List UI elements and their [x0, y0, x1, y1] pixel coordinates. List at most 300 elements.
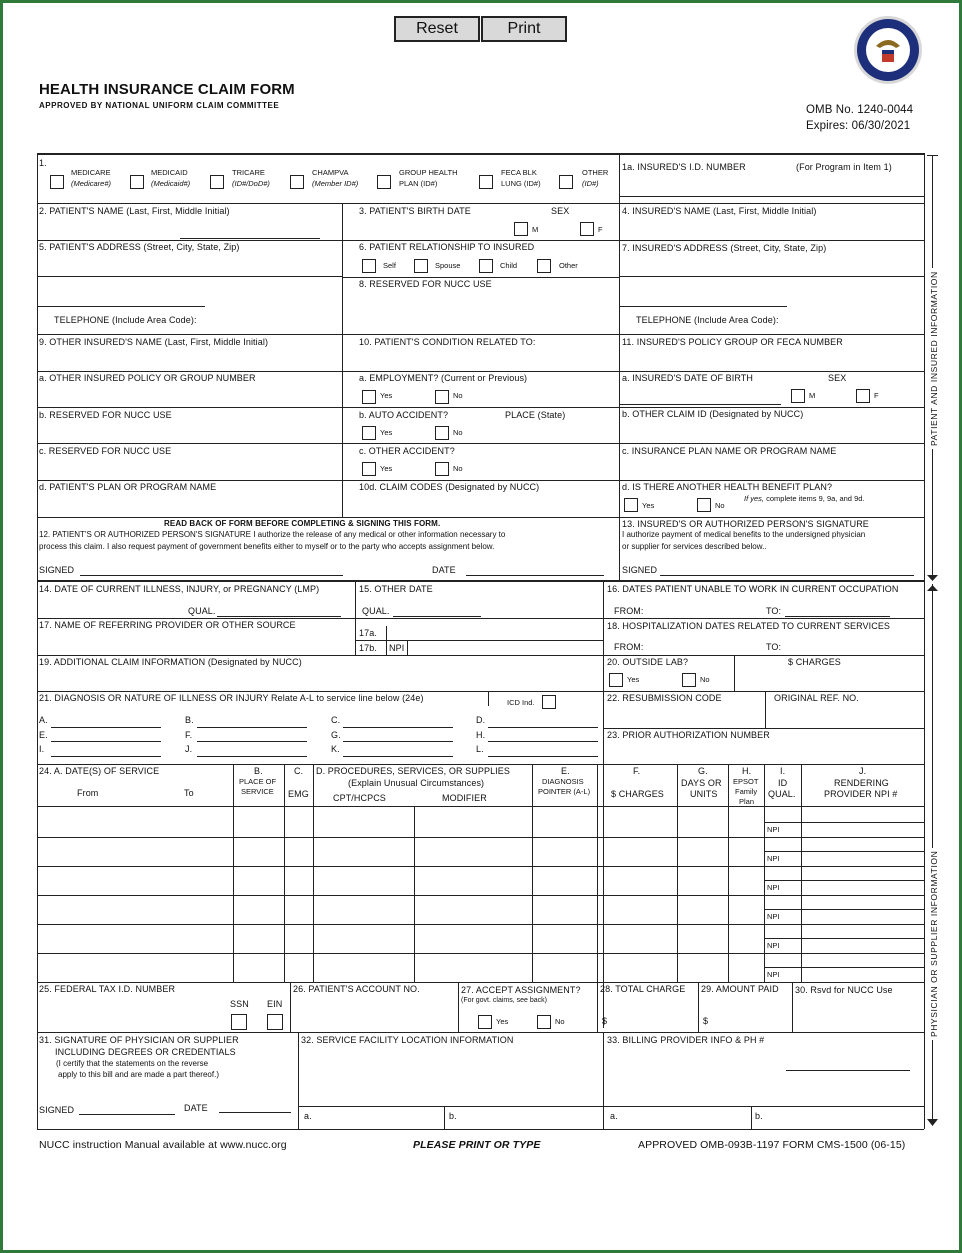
grid-line	[698, 982, 699, 1032]
insured-sex-f-checkbox[interactable]	[856, 389, 870, 403]
diagnosis-k-label: K.	[331, 744, 340, 754]
field-17-label: 17. NAME OF REFERRING PROVIDER OR OTHER SOURCE	[39, 620, 296, 630]
diagnosis-a-label: A.	[39, 715, 48, 725]
grid-line	[37, 371, 924, 372]
grid-line	[37, 334, 924, 335]
field-24g-label: G.	[698, 766, 708, 776]
diagnosis-i-label: I.	[39, 744, 45, 754]
group-health-id-label: PLAN (ID#)	[399, 179, 438, 188]
to-underline	[785, 616, 890, 617]
footer-instructions: NUCC instruction Manual available at www.nucc.org	[39, 1139, 287, 1151]
patient-telephone-label: TELEPHONE (Include Area Code):	[54, 315, 197, 325]
dol-seal-icon	[852, 14, 924, 86]
service-line-1-npi-label: NPI	[767, 825, 780, 834]
relationship-spouse-label: Spouse	[435, 261, 461, 270]
date-underline	[219, 1112, 291, 1113]
field-16-from-label: FROM:	[614, 606, 644, 616]
diagnosis-c-input[interactable]	[343, 727, 453, 728]
field-6-label: 6. PATIENT RELATIONSHIP TO INSURED	[359, 242, 535, 252]
field-19-label: 19. ADDITIONAL CLAIM INFORMATION (Designated by NUCC)	[39, 657, 302, 667]
field-32-label: 32. SERVICE FACILITY LOCATION INFORMATION	[301, 1035, 514, 1045]
grid-line	[764, 938, 924, 939]
field-9-label: 9. OTHER INSURED'S NAME (Last, First, Middle Initial)	[39, 337, 269, 347]
field-3-sex-label: SEX	[551, 206, 570, 216]
diagnosis-e-label: E.	[39, 730, 48, 740]
relationship-other-label: Other	[559, 261, 578, 270]
tricare-checkbox[interactable]	[210, 175, 224, 189]
service-line-5-npi-label: NPI	[767, 941, 780, 950]
employment-yes-label: Yes	[380, 391, 393, 400]
field-18-to-label: TO:	[766, 642, 782, 652]
grid-line	[764, 967, 924, 968]
grid-line	[298, 1106, 924, 1107]
field-22-label: 22. RESUBMISSION CODE	[607, 693, 722, 703]
medicare-label: MEDICARE	[71, 168, 111, 177]
field-5-label: 5. PATIENT'S ADDRESS (Street, City, State, Zip)	[39, 242, 240, 252]
diagnosis-d-label: D.	[476, 715, 486, 725]
field-27-label: 27. ACCEPT ASSIGNMENT?	[461, 985, 581, 995]
qual-underline	[393, 616, 481, 617]
form-title: HEALTH INSURANCE CLAIM FORM	[39, 81, 295, 98]
employment-yes-checkbox[interactable]	[362, 390, 376, 404]
outside-lab-yes-checkbox[interactable]	[609, 673, 623, 687]
field-10a-label: a. EMPLOYMENT? (Current or Previous)	[359, 373, 528, 383]
field-24h-line3: Plan	[739, 797, 755, 806]
grid-line	[386, 626, 387, 655]
field-24i-line2: QUAL.	[768, 789, 796, 799]
field-10c-label: c. OTHER ACCIDENT?	[359, 446, 455, 456]
grid-line	[37, 517, 924, 518]
grid-line	[603, 1032, 604, 1129]
grid-line	[37, 203, 924, 204]
champva-label: CHAMPVA	[312, 168, 349, 177]
group-health-checkbox[interactable]	[377, 175, 391, 189]
diagnosis-i-input[interactable]	[51, 756, 161, 757]
other-accident-no-checkbox[interactable]	[435, 462, 449, 476]
field-11d-note	[744, 494, 865, 503]
relationship-child-checkbox[interactable]	[479, 259, 493, 273]
field-33a-label: a.	[610, 1111, 618, 1121]
grid-line	[37, 1032, 924, 1033]
other-plan-no-checkbox[interactable]	[697, 498, 711, 512]
field-14-label: 14. DATE OF CURRENT ILLNESS, INJURY, or PREGNANCY (LMP)	[39, 584, 320, 594]
field-24h-line1: EPSOT	[733, 777, 759, 786]
grid-line	[37, 806, 924, 807]
field-13-line2: I authorize payment of medical benefits to the undersigned physician	[622, 530, 866, 539]
auto-accident-no-checkbox[interactable]	[435, 426, 449, 440]
reset-button[interactable]: Reset	[394, 16, 480, 42]
field-12-line1: 12. PATIENT'S OR AUTHORIZED PERSON'S SIGNATURE I authorize the release of any medical or other information necessary to	[39, 530, 506, 539]
ein-checkbox[interactable]	[267, 1014, 283, 1030]
field-24g-line2: UNITS	[690, 789, 718, 799]
field-16-label: 16. DATES PATIENT UNABLE TO WORK IN CURRENT OCCUPATION	[607, 584, 899, 594]
field-25-label: 25. FEDERAL TAX I.D. NUMBER	[39, 984, 176, 994]
grid-line	[728, 764, 729, 982]
footer-print-notice: PLEASE PRINT OR TYPE	[413, 1139, 541, 1151]
field-27-note: (For govt. claims, see back)	[461, 997, 547, 1004]
grid-line	[342, 277, 619, 278]
group-health-label: GROUP HEALTH	[399, 168, 458, 177]
medicaid-id-label: (Medicaid#)	[151, 179, 191, 188]
field-24d-cpt-label: CPT/HCPCS	[333, 793, 386, 803]
patient-name-underline	[180, 238, 320, 239]
relationship-self-label: Self	[383, 261, 396, 270]
field-24e-label: E.	[561, 766, 570, 776]
field-3-label: 3. PATIENT'S BIRTH DATE	[359, 206, 471, 216]
field-25-ein-label: EIN	[267, 999, 283, 1009]
field-9a-label: a. OTHER INSURED POLICY OR GROUP NUMBER	[39, 373, 256, 383]
field-28-dollar: $	[602, 1016, 608, 1026]
grid-line	[37, 443, 924, 444]
field-24h-line2: Family	[735, 787, 758, 796]
field-13-line1: 13. INSURED'S OR AUTHORIZED PERSON'S SIGNATURE	[622, 519, 869, 529]
field-31-line2: INCLUDING DEGREES OR CREDENTIALS	[55, 1047, 236, 1057]
grid-line	[603, 580, 604, 1028]
grid-line	[355, 640, 603, 641]
grid-line	[37, 276, 342, 277]
feca-checkbox[interactable]	[479, 175, 493, 189]
grid-line	[444, 1106, 445, 1129]
address-underline	[619, 306, 787, 307]
other-plan-yes-label: Yes	[642, 501, 655, 510]
field-24e-line2: POINTER (A-L)	[538, 787, 591, 796]
insured-sex-m-checkbox[interactable]	[791, 389, 805, 403]
insured-sex-f-label: F	[874, 391, 879, 400]
field-29-label: 29. AMOUNT PAID	[701, 984, 779, 994]
grid-line	[764, 909, 924, 910]
field-22-orig-label: ORIGINAL REF. NO.	[774, 693, 859, 703]
field-16-to-label: TO:	[766, 606, 782, 616]
grid-line	[37, 982, 924, 983]
field-12-signed-label: SIGNED	[39, 565, 75, 575]
grid-line	[37, 924, 924, 925]
auto-accident-yes-checkbox[interactable]	[362, 426, 376, 440]
field-24a-from-label: From	[77, 788, 99, 798]
form-subtitle: APPROVED BY NATIONAL UNIFORM CLAIM COMMITTEE	[39, 101, 280, 110]
field-1-label: 1.	[39, 158, 47, 168]
field-30-label: 30. Rsvd for NUCC Use	[795, 985, 893, 995]
service-line-2-npi-label: NPI	[767, 854, 780, 863]
field-10b-label: b. AUTO ACCIDENT?	[359, 410, 449, 420]
insured-sex-m-label: M	[809, 391, 816, 400]
grid-line	[284, 764, 285, 982]
grid-line	[290, 982, 291, 1032]
other-accident-yes-label: Yes	[380, 464, 393, 473]
field-18-from-label: FROM:	[614, 642, 644, 652]
other-program-label: OTHER	[582, 168, 609, 177]
address-underline	[37, 306, 205, 307]
auto-accident-yes-label: Yes	[380, 428, 393, 437]
diagnosis-j-label: J.	[185, 744, 193, 754]
diagnosis-j-input[interactable]	[197, 756, 307, 757]
field-31-line4: apply to this bill and are made a part thereof.)	[58, 1070, 219, 1079]
grid-line	[342, 203, 343, 518]
field-1a-label: 1a. INSURED'S I.D. NUMBER	[622, 162, 746, 172]
grid-line	[801, 764, 802, 982]
outside-lab-no-checkbox[interactable]	[682, 673, 696, 687]
qual-underline	[217, 616, 341, 617]
field-31-line1: 31. SIGNATURE OF PHYSICIAN OR SUPPLIER	[39, 1035, 239, 1045]
diagnosis-h-input[interactable]	[488, 741, 598, 742]
diagnosis-b-input[interactable]	[197, 727, 307, 728]
patient-sex-f-label: F	[598, 225, 603, 234]
field-9c-label: c. RESERVED FOR NUCC USE	[39, 446, 172, 456]
grid-line	[765, 691, 766, 728]
field-20-label: 20. OUTSIDE LAB?	[607, 657, 689, 667]
field-17b-npi-label: NPI	[389, 643, 405, 653]
grid-line	[734, 655, 735, 691]
form-border	[924, 153, 925, 1129]
field-10d-label: 10d. CLAIM CODES (Designated by NUCC)	[359, 482, 540, 492]
feca-id-label: LUNG (ID#)	[501, 179, 541, 188]
grid-line	[37, 580, 924, 582]
field-24c-label: C.	[294, 766, 304, 776]
grid-line	[37, 691, 924, 692]
accept-assignment-no-checkbox[interactable]	[537, 1015, 551, 1029]
medicaid-label: MEDICAID	[151, 168, 188, 177]
diagnosis-e-input[interactable]	[51, 741, 161, 742]
field-21-label: 21. DIAGNOSIS OR NATURE OF ILLNESS OR INJURY Relate A-L to service line below (24e)	[39, 693, 424, 703]
phone-underline	[786, 1070, 910, 1071]
field-29-dollar: $	[703, 1016, 709, 1026]
field-11b-label: b. OTHER CLAIM ID (Designated by NUCC)	[622, 409, 804, 419]
field-24f-label: F.	[633, 766, 641, 776]
grid-line	[597, 982, 598, 1032]
grid-line	[298, 1032, 299, 1129]
field-17a-label: 17a.	[359, 628, 377, 638]
grid-line	[414, 806, 415, 982]
grid-line	[764, 851, 924, 852]
field-32b-label: b.	[449, 1111, 457, 1121]
field-24j-label: J.	[859, 766, 867, 776]
diagnosis-f-input[interactable]	[197, 741, 307, 742]
service-line-3-npi-label: NPI	[767, 883, 780, 892]
field-13-signed-label: SIGNED	[622, 565, 658, 575]
grid-line	[37, 618, 924, 619]
grid-line	[603, 728, 924, 729]
field-14-qual-label: QUAL.	[188, 606, 216, 616]
diagnosis-g-input[interactable]	[343, 741, 453, 742]
footer-form-number: APPROVED OMB-093B-1197 FORM CMS-1500 (06-15)	[638, 1139, 906, 1151]
grid-line	[792, 982, 793, 1032]
field-24c-emg-label: EMG	[288, 789, 309, 799]
medicare-id-label: (Medicare#)	[71, 179, 112, 188]
other-plan-yes-checkbox[interactable]	[624, 498, 638, 512]
field-31-line3: (I certify that the statements on the reverse	[56, 1059, 209, 1068]
omb-number: OMB No. 1240-0044	[806, 104, 914, 116]
employment-no-label: No	[453, 391, 463, 400]
outside-lab-yes-label: Yes	[627, 675, 640, 684]
grid-line	[37, 953, 924, 954]
diagnosis-a-input[interactable]	[51, 727, 161, 728]
field-8-label: 8. RESERVED FOR NUCC USE	[359, 279, 492, 289]
field-24b-label: B.	[254, 766, 263, 776]
print-button[interactable]: Print	[481, 16, 567, 42]
date-underline	[466, 575, 604, 576]
icd-ind-label: ICD Ind.	[507, 698, 535, 707]
other-program-id-label: (ID#)	[582, 179, 599, 188]
field-11a-sex-label: SEX	[828, 373, 847, 383]
field-24d-label: D. PROCEDURES, SERVICES, OR SUPPLIES	[316, 766, 510, 776]
field-23-label: 23. PRIOR AUTHORIZATION NUMBER	[607, 730, 770, 740]
field-9b-label: b. RESERVED FOR NUCC USE	[39, 410, 172, 420]
grid-line	[37, 240, 924, 241]
field-33b-label: b.	[755, 1111, 763, 1121]
field-20-charges-label: $ CHARGES	[788, 657, 841, 667]
relationship-child-label: Child	[500, 261, 518, 270]
form-border	[37, 1129, 924, 1130]
field-24d-note: (Explain Unusual Circumstances)	[348, 778, 485, 788]
champva-checkbox[interactable]	[290, 175, 304, 189]
ssn-checkbox[interactable]	[231, 1014, 247, 1030]
field-9d-label: d. PATIENT'S PLAN OR PROGRAM NAME	[39, 482, 217, 492]
field-4-label: 4. INSURED'S NAME (Last, First, Middle Initial)	[622, 206, 817, 216]
grid-line	[764, 764, 765, 982]
grid-line	[37, 895, 924, 896]
field-11d-label: d. IS THERE ANOTHER HEALTH BENEFIT PLAN?	[622, 482, 833, 492]
grid-line	[764, 880, 924, 881]
grid-line	[751, 1106, 752, 1129]
patient-sex-f-checkbox[interactable]	[580, 222, 594, 236]
field-31-signed-label: SIGNED	[39, 1105, 75, 1115]
grid-line	[764, 822, 924, 823]
field-26-label: 26. PATIENT'S ACCOUNT NO.	[293, 984, 420, 994]
auto-accident-no-label: No	[453, 428, 463, 437]
other-accident-yes-checkbox[interactable]	[362, 462, 376, 476]
insured-telephone-label: TELEPHONE (Include Area Code):	[636, 315, 779, 325]
side-arrow-cap	[927, 155, 938, 156]
other-accident-no-label: No	[453, 464, 463, 473]
field-24j-line1: RENDERING	[834, 778, 889, 788]
grid-line	[37, 764, 924, 765]
grid-line	[677, 764, 678, 982]
grid-line	[233, 764, 234, 982]
grid-line	[37, 866, 924, 867]
diagnosis-k-input[interactable]	[343, 756, 453, 757]
signature-underline	[80, 575, 343, 576]
diagnosis-l-input[interactable]	[488, 756, 598, 757]
grid-line	[37, 837, 924, 838]
diagnosis-f-label: F.	[185, 730, 193, 740]
medicare-checkbox[interactable]	[50, 175, 64, 189]
outside-lab-no-label: No	[700, 675, 710, 684]
grid-line	[37, 480, 924, 481]
field-12-date-label: DATE	[432, 565, 456, 575]
field-24b-line2: SERVICE	[241, 787, 274, 796]
field-32a-label: a.	[304, 1111, 312, 1121]
section-divider-arrow-icon	[927, 575, 938, 591]
field-1a-note: (For Program in Item 1)	[796, 162, 892, 172]
field-2-label: 2. PATIENT'S NAME (Last, First, Middle Initial)	[39, 206, 230, 216]
grid-line	[619, 153, 620, 580]
relationship-spouse-checkbox[interactable]	[414, 259, 428, 273]
physician-supplier-section-label: PHYSICIAN OR SUPPLIER INFORMATION	[929, 848, 939, 1040]
field-25-ssn-label: SSN	[230, 999, 249, 1009]
field-24i-label: I.	[780, 766, 786, 776]
field-15-label: 15. OTHER DATE	[359, 584, 433, 594]
field-24j-line2: PROVIDER NPI #	[824, 789, 898, 799]
employment-no-checkbox[interactable]	[435, 390, 449, 404]
diagnosis-c-label: C.	[331, 715, 341, 725]
expiration-date: Expires: 06/30/2021	[806, 120, 911, 132]
accept-assignment-yes-label: Yes	[496, 1017, 509, 1026]
grid-line	[619, 276, 924, 277]
medicaid-checkbox[interactable]	[130, 175, 144, 189]
diagnosis-d-input[interactable]	[488, 727, 598, 728]
field-17b-label: 17b.	[359, 643, 377, 653]
field-15-qual-label: QUAL.	[362, 606, 390, 616]
diagnosis-h-label: H.	[476, 730, 486, 740]
field-18-label: 18. HOSPITALIZATION DATES RELATED TO CURRENT SERVICES	[607, 621, 891, 631]
accept-assignment-yes-checkbox[interactable]	[478, 1015, 492, 1029]
service-line-6-npi-label: NPI	[767, 970, 780, 979]
signature-underline	[79, 1114, 175, 1115]
other-program-checkbox[interactable]	[559, 175, 573, 189]
read-back-notice: READ BACK OF FORM BEFORE COMPLETING & SIGNING THIS FORM.	[164, 519, 441, 528]
field-33-label: 33. BILLING PROVIDER INFO & PH #	[607, 1035, 765, 1045]
patient-sex-m-label: M	[532, 225, 539, 234]
relationship-self-checkbox[interactable]	[362, 259, 376, 273]
grid-line	[407, 640, 408, 655]
field-11c-label: c. INSURANCE PLAN NAME OR PROGRAM NAME	[622, 446, 837, 456]
field-31-date-label: DATE	[184, 1103, 208, 1113]
feca-label: FECA BLK	[501, 168, 537, 177]
tricare-label: TRICARE	[232, 168, 265, 177]
field-10b-place-label: PLACE (State)	[505, 410, 566, 420]
service-line-4-npi-label: NPI	[767, 912, 780, 921]
field-7-label: 7. INSURED'S ADDRESS (Street, City, State, Zip)	[622, 243, 827, 253]
diagnosis-b-label: B.	[185, 715, 194, 725]
field-24f-charges-label: $ CHARGES	[611, 789, 664, 799]
field-28-label: 28. TOTAL CHARGE	[600, 984, 686, 994]
champva-id-label: (Member ID#)	[312, 179, 359, 188]
icd-ind-checkbox[interactable]	[542, 695, 556, 709]
grid-line	[597, 764, 598, 982]
relationship-other-checkbox[interactable]	[537, 259, 551, 273]
patient-sex-m-checkbox[interactable]	[514, 222, 528, 236]
grid-line	[532, 764, 533, 982]
other-plan-no-label: No	[715, 501, 725, 510]
diagnosis-l-label: L.	[476, 744, 484, 754]
field-10-label: 10. PATIENT'S CONDITION RELATED TO:	[359, 337, 536, 347]
field-11-label: 11. INSURED'S POLICY GROUP OR FECA NUMBER	[622, 337, 843, 347]
field-11a-label: a. INSURED'S DATE OF BIRTH	[622, 373, 754, 383]
field-24b-line1: PLACE OF	[239, 777, 277, 786]
field-11d-note-italic: If yes,	[744, 494, 765, 503]
down-arrow-icon	[927, 1119, 938, 1127]
accept-assignment-no-label: No	[555, 1017, 565, 1026]
field-24h-label: H.	[742, 766, 752, 776]
grid-line	[37, 655, 924, 656]
field-12-line2: process this claim. I also request payment of government benefits either to myself or to the party who accepts assignment below.	[39, 542, 495, 551]
field-24i-line1: ID	[778, 778, 788, 788]
grid-line	[488, 691, 489, 706]
dob-underline	[619, 404, 781, 405]
field-24d-modifier-label: MODIFIER	[442, 793, 487, 803]
grid-line	[458, 982, 459, 1032]
signature-underline	[660, 575, 914, 576]
field-24a-label: 24. A. DATE(S) OF SERVICE	[39, 766, 160, 776]
diagnosis-g-label: G.	[331, 730, 341, 740]
field-11d-note-text: complete items 9, 9a, and 9d.	[764, 494, 865, 503]
field-24a-to-label: To	[184, 788, 194, 798]
grid-line	[37, 407, 924, 408]
grid-line	[619, 196, 924, 197]
field-24g-line1: DAYS OR	[681, 778, 722, 788]
form-border	[37, 153, 924, 155]
patient-insured-section-label: PATIENT AND INSURED INFORMATION	[929, 268, 939, 449]
field-24e-line1: DIAGNOSIS	[542, 777, 584, 786]
